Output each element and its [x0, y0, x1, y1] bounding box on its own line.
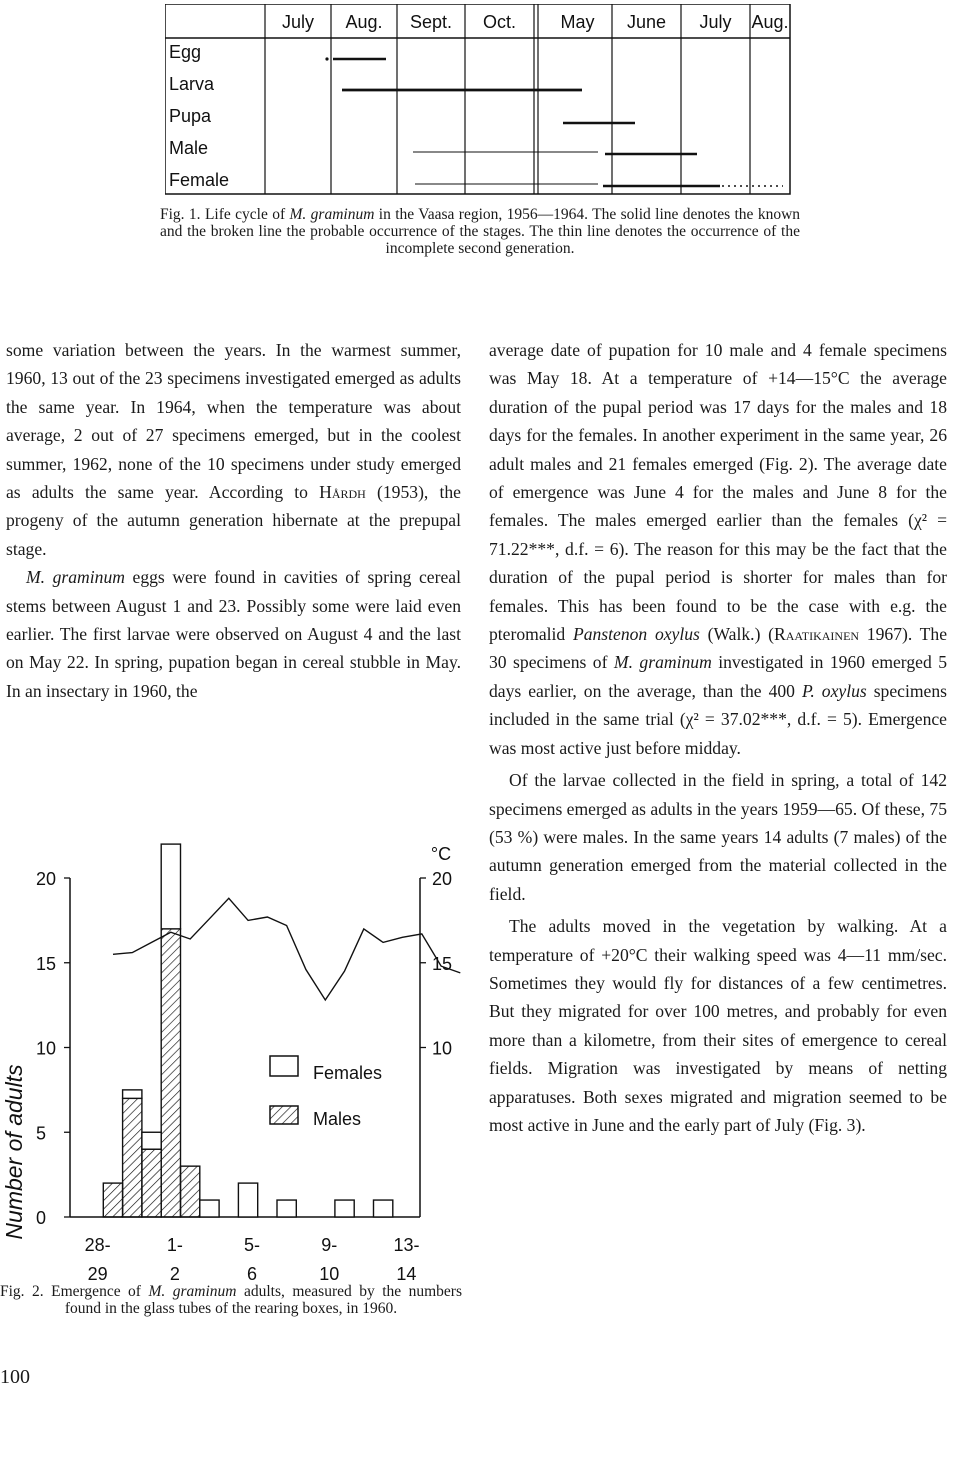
left-p2-text: eggs were found in cavities of spring cereal stems between August 1 and 23. Possibly some were laid even earlier. The first larvae were observed on August 4 and the last on May 22. In spring, pupation began in cereal stubble in May. In an insectary in 1960, the — [6, 567, 461, 701]
x-tick-label-bottom: 2 — [169, 1264, 180, 1280]
right-p1-a: average date of pupation for 10 male and 4 female specimens was May 18. At a temperature of +14—15°C the average duration of the pupal period was 17 days for the males and 18 days for the females. In another experiment in the same year, 26 adult males and 21 females emerged (Fig. 2). The average date of emergence was June 4 for the males and June 8 for the females. The males emerged earlier than the females (χ² = 71.22***, d.f. = 6). The reason for this may be the fact that the duration of the pupal period is shorter for males than for females. This has been found to be the case with e.g. the pteromalid — [489, 340, 947, 645]
legend-swatch-females — [270, 1056, 298, 1076]
x-tick-label-bottom: 29 — [87, 1264, 108, 1280]
left-paragraph-1 — [6, 336, 461, 563]
left-p1-end: (1953), the progeny of the autumn generation hibernate at the prepupal stage. — [6, 482, 461, 559]
legend-swatch-males — [270, 1106, 298, 1124]
bar-males — [103, 1183, 122, 1217]
month-header: Sept. — [409, 12, 453, 32]
month-header: Aug. — [345, 12, 383, 32]
x-tick-label-bottom: 14 — [396, 1264, 417, 1280]
stage-label: Female — [169, 170, 230, 190]
y2-tick-label: 15 — [432, 953, 453, 974]
left-p2-species: M. graminum — [26, 567, 125, 588]
y2-tick-label: 20 — [432, 869, 453, 889]
right-paragraph-3: The adults moved in the vegetation by walking. At a temperature of +20°C their walking speed was 4—11 mm/sec. Sometimes they would fly for distances of a few centimetres. But they migrated for over 100 metres, and probably for even more than a kilometre, from their sites of emergence to cereal fields. Migration was investigated by means of netting apparatuses. Both sexes migrated and migration seemed to be most active in June and the early part of July (Fig. 3). — [489, 916, 947, 1135]
month-header: May — [560, 12, 595, 32]
bar-males — [142, 1149, 161, 1217]
month-header: July — [281, 12, 315, 32]
legend-label-males: Males — [313, 1109, 362, 1129]
right-p1-b: (Walk.) ( — [699, 624, 775, 645]
right-paragraph-2: Of the larvae collected in the field in spring, a total of 142 specimens emerged as adults in the years 1959—65. Of these, 75 (53 %) were males. In the same years 14 adults (7 males) of the autumn generation emerged from the material collected in the field. — [489, 770, 947, 904]
stage-label: Larva — [169, 74, 215, 94]
right-p1-e: specimens included in the same trial (χ² = 37.02***, d.f. = 5). Emergence was most active just before midday. — [489, 680, 948, 758]
bar-females — [161, 844, 180, 929]
y-tick-label: 10 — [36, 1038, 57, 1059]
fig1-caption-rest: in the Vaasa region, 1956—1964. The solid line denotes the known and the broken line the probable occurrence of the stages. The thin line denotes the occurrence of the incomplete second generation. — [160, 206, 801, 257]
y-axis-label: Number of adults — [1, 1064, 27, 1240]
left-p1-text: some variation between the years. In the warmest summer, 1960, 13 out of the 23 specimens investigated emerged as adults the same year. In 1964, when the temperature was about average, 2 out of 27 specimens emerged, but in the coolest summer, 1962, none of the 10 specimens under study emerged as adults the same year. According to — [6, 340, 461, 503]
x-tick-label-top: 9- — [321, 1235, 338, 1255]
right-p1-species2: P. oxylus — [801, 680, 867, 701]
bar-females — [277, 1200, 296, 1217]
stage-label: Pupa — [169, 106, 212, 126]
bar-females — [374, 1200, 393, 1217]
bar-males — [123, 1098, 142, 1217]
x-tick-label-bottom: 6 — [247, 1264, 258, 1280]
bar-females — [335, 1200, 354, 1217]
fig2-caption-prefix: Fig. 2. Emergence of — [0, 1283, 149, 1300]
legend — [270, 1056, 382, 1129]
page-number: 100 — [0, 1366, 30, 1388]
month-header: Oct. — [482, 12, 517, 32]
bar-males — [161, 929, 180, 1217]
x-tick-label-top: 5- — [244, 1235, 261, 1255]
right-p1-genus: Panstenon oxylus — [572, 624, 700, 645]
fig1-caption-species: M. graminum — [289, 206, 375, 223]
left-p1-author: Hårdh — [319, 482, 366, 503]
bar-females — [142, 1132, 161, 1149]
stage-label: Egg — [169, 42, 202, 62]
right-p1-d: investigated in 1960 emerged 5 days earlier, on the average, than the 400 — [489, 652, 948, 701]
bar-males — [181, 1166, 200, 1217]
bar-females — [123, 1090, 142, 1098]
y2-tick-label: 10 — [432, 1038, 453, 1059]
stage-label: Male — [169, 138, 209, 158]
y-tick-label: 0 — [36, 1208, 47, 1228]
month-header: Aug. — [751, 12, 789, 32]
right-p1-c: 1967). The 30 specimens of — [489, 624, 948, 673]
bar-females — [238, 1183, 257, 1217]
right-paragraph-1 — [489, 336, 947, 762]
x-tick-label-bottom: 10 — [319, 1264, 340, 1280]
fig2-caption-rest: adults, measured by the numbers found in the glass tubes of the rearing boxes, in 1960. — [64, 1283, 463, 1317]
left-paragraph-2 — [6, 563, 461, 705]
left-column — [6, 336, 461, 705]
y-tick-label: 15 — [36, 953, 57, 974]
emergence-chart — [0, 820, 470, 1280]
right-p1-author: Raatikainen — [774, 624, 860, 645]
bar-females — [200, 1200, 219, 1217]
y2-axis-unit: °C — [430, 844, 452, 864]
fig1-caption — [160, 206, 800, 257]
fig2-caption — [0, 1283, 462, 1317]
fig1-caption-prefix: Fig. 1. Life cycle of — [160, 206, 290, 223]
legend-label-females: Females — [313, 1063, 383, 1083]
month-header: July — [699, 12, 732, 32]
egg-dot — [325, 57, 328, 60]
right-column — [489, 336, 947, 1139]
x-tick-label-top: 13- — [393, 1235, 420, 1255]
month-header: June — [626, 12, 667, 32]
x-tick-label-top: 1- — [166, 1235, 183, 1255]
x-tick-label-top: 28- — [84, 1235, 111, 1255]
fig2-caption-species: M. graminum — [148, 1283, 237, 1300]
life-cycle-figure — [165, 4, 793, 196]
right-p1-species: M. graminum — [613, 652, 712, 673]
y-tick-label: 20 — [36, 869, 57, 889]
y-tick-label: 5 — [36, 1123, 47, 1144]
